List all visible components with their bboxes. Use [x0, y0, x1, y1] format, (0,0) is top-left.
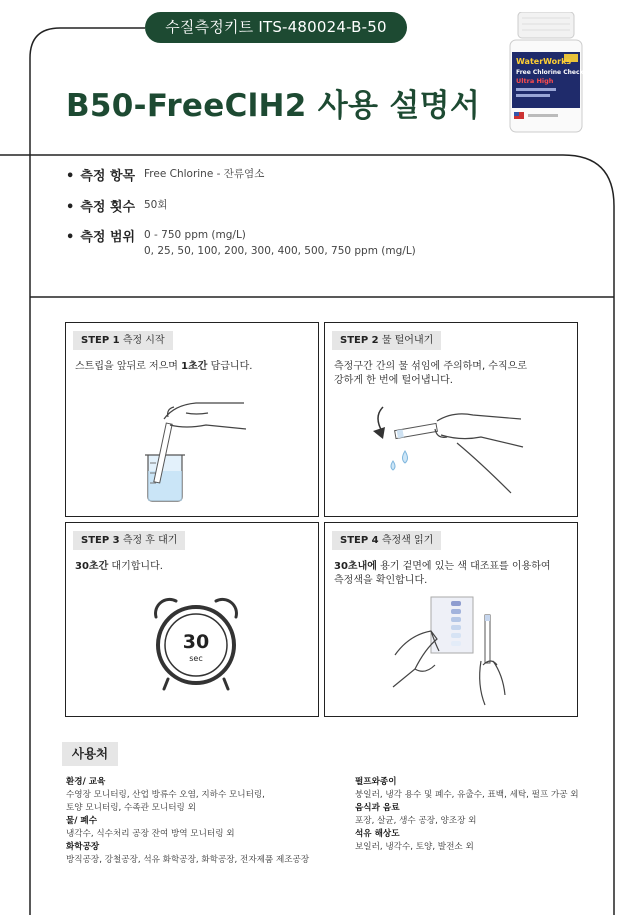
- step-1-description: [75, 360, 252, 374]
- usage-items: 냉각수, 식수처리 공장 잔여 방역 모니터링 외: [66, 829, 235, 839]
- product-bottle-image: [508, 12, 584, 134]
- usage-items: 포장, 살균, 생수 공장, 양조장 외: [355, 816, 477, 826]
- step-number: STEP 4: [340, 535, 379, 546]
- usage-right-column: [355, 776, 579, 854]
- spec-label: • 측정 횟수: [66, 196, 135, 215]
- step-title: 측정 후 대기: [122, 535, 178, 546]
- usage-items: 보일러, 냉각수, 토양, 발전소 외: [355, 842, 474, 852]
- usage-category: 펄프와종이: [355, 777, 397, 787]
- timer-value: 30: [182, 631, 210, 653]
- dip-strip-beaker-illustration: [126, 385, 256, 505]
- step-number: STEP 3: [81, 535, 120, 546]
- product-variant: Ultra High: [516, 77, 554, 85]
- spec-value: 0 - 750 ppm (mg/L): [144, 229, 246, 241]
- usage-items: 붕일러, 냉각 용수 및 폐수, 유출수, 표백, 세탁, 펄프 가공 외: [355, 790, 579, 800]
- step-3-tag: [73, 531, 185, 550]
- timer-clock-icon: [146, 595, 246, 695]
- step-3-card: [65, 522, 319, 717]
- desc-emphasis: 1초간: [181, 361, 208, 372]
- usage-left-column: [66, 776, 309, 867]
- usage-items: 수영장 모니터링, 산업 방류수 오염, 지하수 모니터링,: [66, 790, 265, 800]
- spec-label: • 측정 범위: [66, 226, 135, 245]
- timer-unit: sec: [189, 654, 203, 663]
- desc-text: 담급니다.: [207, 361, 253, 372]
- step-3-description: [75, 560, 163, 574]
- product-name: Free Chlorine Check: [516, 69, 584, 76]
- spec-label: • 측정 항목: [66, 165, 135, 184]
- spec-value: 50회: [144, 199, 168, 211]
- desc-text: 강하게 한 번에 털어냅니다.: [334, 375, 453, 386]
- desc-text: 용기 겉면에 있는 색 대조표를 이용하여: [376, 561, 551, 572]
- step-title: 측정색 읽기: [381, 535, 434, 546]
- step-1-card: [65, 322, 319, 517]
- usage-category: 석유 해상도: [355, 829, 400, 839]
- step-number: STEP 1: [81, 335, 120, 346]
- page-title: B50-FreeClH2 사용 설명서: [66, 88, 481, 124]
- desc-text: 대기합니다.: [108, 561, 163, 572]
- usage-category: 음식과 음료: [355, 803, 400, 813]
- usage-heading: 사용처: [62, 742, 118, 766]
- desc-text: 스트립을 앞뒤로 저으며: [75, 361, 182, 372]
- step-4-card: [324, 522, 578, 717]
- kit-code-badge: 수질측정키트 ITS-480024-B-50: [145, 12, 407, 43]
- desc-text: 측정구간 간의 물 섞임에 주의하며, 수직으로: [334, 361, 527, 372]
- product-brand: WaterWorks: [516, 57, 572, 66]
- spec-value-detail: 0, 25, 50, 100, 200, 300, 400, 500, 750 ppm (mg/L): [144, 245, 416, 257]
- step-2-tag: [332, 331, 441, 350]
- step-4-tag: [332, 531, 441, 550]
- desc-text: 측정색을 확인합니다.: [334, 575, 428, 586]
- step-2-card: [324, 322, 578, 517]
- compare-color-chart-illustration: [385, 595, 575, 713]
- step-1-tag: [73, 331, 173, 350]
- spec-value: Free Chlorine - 잔류염소: [144, 168, 265, 180]
- usage-items: 방직공장, 강철공장, 석유 화학공장, 화학공장, 전자제품 제조공장: [66, 855, 310, 865]
- desc-emphasis: 30초내에: [334, 561, 377, 572]
- step-title: 물 털어내기: [381, 335, 434, 346]
- shake-strip-illustration: [361, 403, 561, 503]
- step-title: 측정 시작: [122, 335, 165, 346]
- step-4-description: [334, 560, 551, 588]
- usage-category: 환경/ 교육: [66, 777, 106, 787]
- usage-category: 물/ 폐수: [66, 816, 98, 826]
- step-2-description: [334, 360, 527, 388]
- usage-category: 화학공장: [66, 842, 100, 852]
- desc-emphasis: 30초간: [75, 561, 109, 572]
- usage-items: 토양 모니터링, 수족관 모니터링 외: [66, 803, 196, 813]
- step-number: STEP 2: [340, 335, 379, 346]
